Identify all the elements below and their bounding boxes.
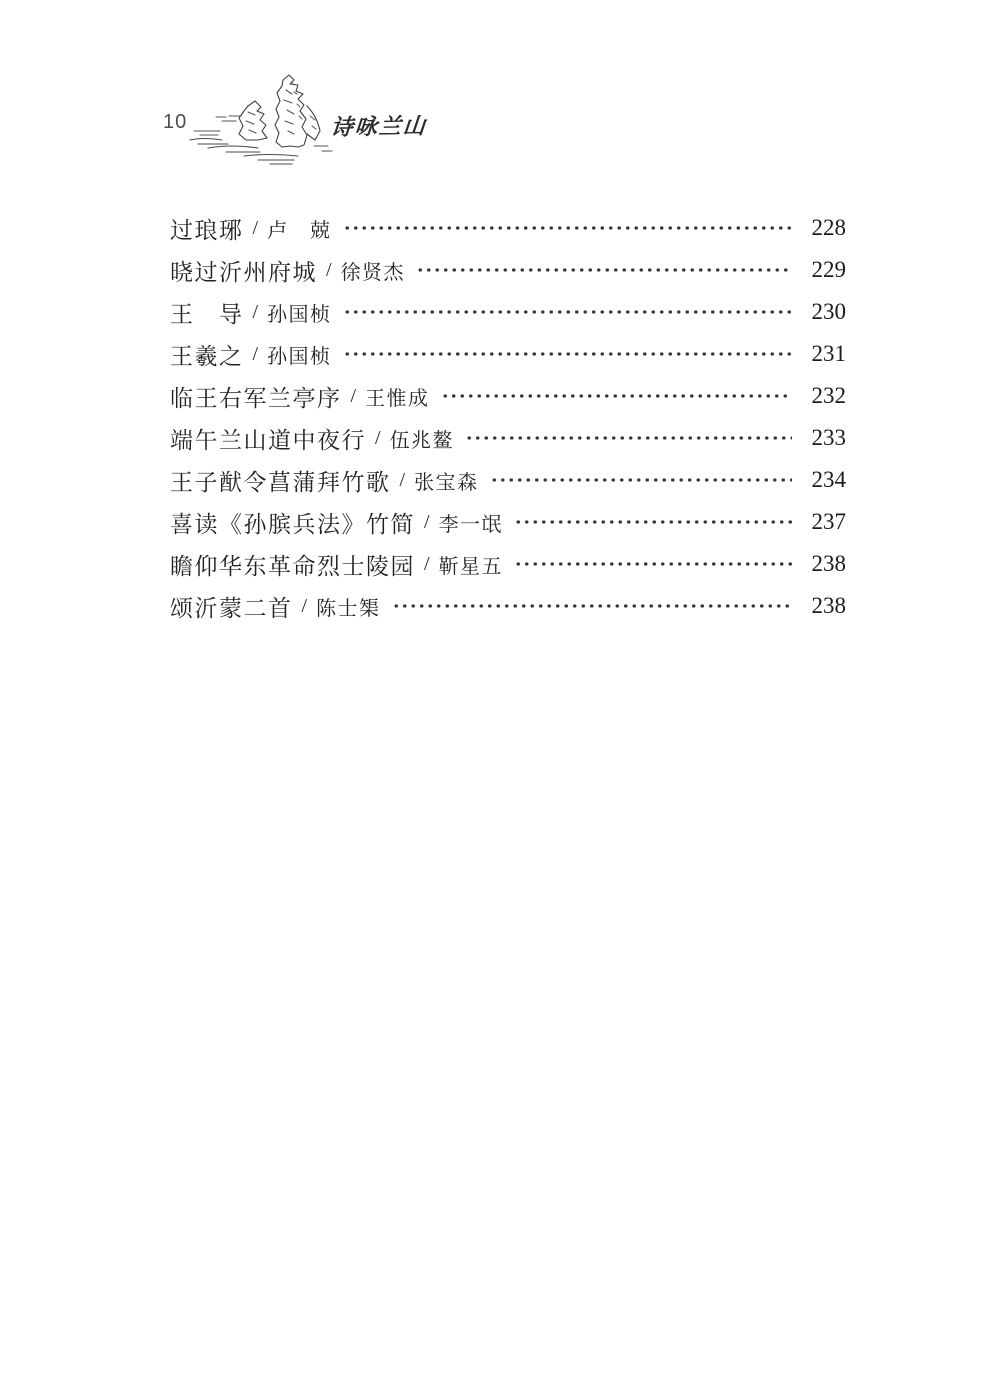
entry-separator: / [424, 552, 430, 575]
entry-separator: / [252, 342, 259, 365]
entry-title[interactable]: 颂沂蒙二首 [170, 595, 293, 621]
entry-title[interactable]: 王 导 [170, 301, 244, 327]
entry-author: 李一氓 [438, 513, 504, 536]
dot-leader [514, 501, 792, 543]
entry-separator: / [399, 468, 406, 491]
entry-author: 孙国桢 [267, 345, 332, 368]
entry-separator: / [301, 594, 308, 617]
dot-leader [343, 291, 792, 333]
dot-leader [514, 543, 792, 585]
dot-leader [343, 333, 792, 375]
entry-author: 伍兆鳌 [389, 429, 455, 452]
dot-leader [441, 375, 792, 417]
toc-entry[interactable] [170, 543, 846, 585]
dot-leader [416, 249, 792, 291]
entry-author: 靳星五 [438, 555, 504, 578]
entry-page-number: 231 [811, 341, 846, 366]
toc-entry[interactable] [170, 501, 846, 543]
toc-entry[interactable] [170, 417, 846, 459]
toc-list [170, 207, 846, 627]
toc-entry[interactable] [170, 585, 846, 627]
entry-separator: / [424, 510, 430, 533]
toc-entry[interactable] [170, 375, 846, 417]
toc-entry[interactable] [170, 207, 846, 249]
entry-page-number: 238 [811, 551, 846, 576]
entry-title[interactable]: 临王右军兰亭序 [170, 385, 342, 411]
mountain-ink-illustration [186, 68, 336, 173]
dot-leader [392, 585, 792, 627]
book-title-calligraphy: 诗咏兰山 [329, 113, 429, 140]
entry-author: 张宝森 [414, 471, 479, 494]
entry-separator: / [350, 384, 357, 407]
entry-page-number: 228 [811, 215, 846, 240]
dot-leader [465, 417, 792, 459]
entry-author: 陈士榘 [316, 597, 381, 620]
entry-title[interactable]: 王羲之 [170, 343, 244, 369]
toc-entry[interactable] [170, 459, 846, 501]
entry-title[interactable]: 过琅琊 [170, 217, 244, 243]
entry-separator: / [252, 300, 259, 323]
entry-page-number: 230 [811, 299, 846, 324]
entry-title[interactable]: 王子猷令菖蒲拜竹歌 [170, 469, 391, 495]
entry-title[interactable]: 端午兰山道中夜行 [170, 427, 366, 453]
entry-author: 王惟成 [365, 387, 430, 410]
dot-leader [343, 207, 792, 249]
entry-author: 徐贤杰 [340, 261, 406, 284]
entry-separator: / [252, 216, 259, 239]
dot-leader [490, 459, 792, 501]
entry-title[interactable]: 喜读《孙膑兵法》竹简 [170, 511, 415, 537]
toc-entry[interactable] [170, 249, 846, 291]
entry-author: 孙国桢 [267, 303, 332, 326]
entry-page-number: 232 [811, 383, 846, 408]
entry-author: 卢 兢 [267, 219, 332, 242]
entry-page-number: 237 [811, 509, 846, 534]
toc-entry[interactable] [170, 333, 846, 375]
entry-page-number: 233 [811, 425, 846, 450]
entry-separator: / [326, 258, 332, 281]
folio-page-number: 10 [163, 111, 188, 133]
entry-page-number: 229 [811, 257, 846, 282]
entry-page-number: 238 [811, 593, 846, 618]
entry-title[interactable]: 晓过沂州府城 [170, 259, 317, 285]
toc-entry[interactable] [170, 291, 846, 333]
entry-page-number: 234 [811, 467, 846, 492]
entry-title[interactable]: 瞻仰华东革命烈士陵园 [170, 553, 415, 579]
entry-separator: / [375, 426, 381, 449]
